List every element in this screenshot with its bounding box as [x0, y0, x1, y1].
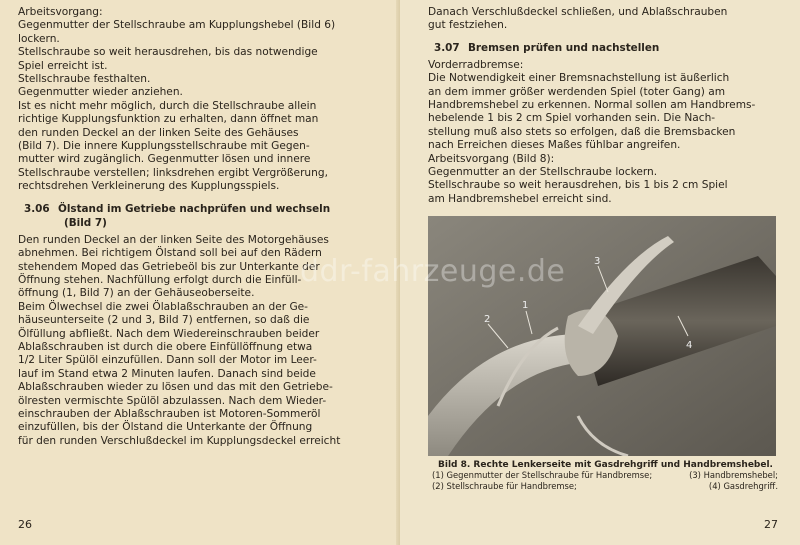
text-line: am Handbremshebel erreicht sind. — [428, 192, 612, 205]
text-line: Ablaßschrauben ist durch die obere Einfüllöffnung etwa — [18, 340, 313, 353]
text-line: Danach Verschlußdeckel schließen, und Ablaßschrauben — [428, 6, 728, 18]
text-line: den runden Deckel an der linken Seite des Gehäuses — [18, 126, 299, 139]
text-line: Beim Ölwechsel die zwei Ölablaßschrauben an der Ge- — [18, 300, 309, 313]
text-line: Arbeitsvorgang (Bild 8): — [428, 152, 555, 165]
text-line: Stellschraube so weit herausdrehen, bis 1 bis 2 cm Spiel — [428, 179, 728, 192]
text-line: Ist es nicht mehr möglich, durch die Stellschraube allein — [18, 99, 317, 112]
text-line: häuseunterseite (2 und 3, Bild 7) entfernen, so daß die — [18, 314, 310, 327]
text-line: gut festziehen. — [428, 19, 508, 32]
text-line: an dem immer größer werdenden Spiel (toter Gang) am — [428, 85, 726, 98]
legend-item-3: (3) Handbremshebel; — [689, 470, 778, 481]
text-line: ölresten vermischte Spülöl abzulassen. Nach dem Wieder- — [18, 394, 327, 407]
legend-item-2: (2) Stellschraube für Handbremse; — [432, 480, 577, 491]
handlebar-illustration — [428, 216, 776, 456]
text-line: nach Erreichen dieses Maßes fühlbar angreifen. — [428, 139, 681, 152]
text-line: Öffnung stehen. Nachfüllung erfolgt durch die Einfüll- — [18, 273, 302, 286]
text-line: Stellschraube so weit herausdrehen, bis das notwendige — [18, 46, 318, 59]
text-line: Ölfüllung abfließt. Nach dem Wiedereinschrauben beider — [18, 327, 320, 340]
text-line: Gegenmutter an der Stellschraube lockern. — [428, 166, 658, 179]
label-1: 1 — [522, 300, 529, 312]
text-line: Spiel erreicht ist. — [18, 59, 108, 72]
section-3-07-heading — [428, 41, 778, 55]
text-line: Gegenmutter wieder anziehen. — [18, 86, 183, 99]
text-line: Vorderradbremse: — [428, 58, 524, 71]
text-line: Gegenmutter der Stellschraube am Kupplungshebel (Bild 6) — [18, 19, 336, 32]
section-number: 3.06 — [24, 202, 50, 215]
text-line: Handbremshebel zu erkennen. Normal sollen am Handbrems- — [428, 99, 756, 112]
text-line: Den runden Deckel an der linken Seite des Motorgehäuses — [18, 233, 329, 246]
right-text-body — [428, 59, 778, 206]
label-3: 3 — [594, 256, 601, 268]
right-text-top — [428, 6, 778, 33]
text-line: einzufüllen, bis der Ölstand die Unterkante der Öffnung — [18, 421, 313, 434]
text-line: Arbeitsvorgang: — [18, 6, 103, 18]
section-number: 3.07 — [434, 41, 460, 54]
text-line: abnehmen. Bei richtigem Ölstand soll bei auf den Rädern — [18, 247, 322, 260]
text-line: für den runden Verschlußdeckel im Kupplungsdeckel erreicht — [18, 434, 341, 447]
text-line: stellung muß also stets so erfolgen, daß die Bremsbacken — [428, 125, 736, 138]
text-line: Ablaßschrauben wieder zu lösen und das mit den Getriebe- — [18, 381, 333, 394]
text-line: öffnung (1, Bild 7) an der Gehäuseoberseite. — [18, 287, 255, 300]
section-title: Bremsen prüfen und nachstellen — [468, 41, 660, 54]
page-number-right: 27 — [764, 518, 778, 531]
text-line: lockern. — [18, 32, 60, 45]
left-text-top — [18, 6, 382, 194]
text-line: rechtsdrehen Verkleinerung des Kupplungsspiels. — [18, 180, 280, 193]
label-4: 4 — [686, 340, 693, 352]
figure-legend — [428, 470, 778, 491]
text-line: mutter wird zugänglich. Gegenmutter lösen und innere — [18, 153, 311, 166]
legend-item-1: (1) Gegenmutter der Stellschraube für Handbremse; — [432, 470, 653, 481]
label-2: 2 — [484, 314, 491, 326]
figure-caption-title: Bild 8. Rechte Lenkerseite mit Gasdrehgriff und Handbremshebel. — [438, 460, 773, 471]
watermark-text: ddr-fahrzeuge.de — [300, 254, 566, 289]
section-title: Ölstand im Getriebe nachprüfen und wechseln — [58, 202, 331, 215]
text-line: Stellschraube festhalten. — [18, 73, 151, 86]
handlebar-photo — [428, 216, 776, 456]
section-title-cont: (Bild 7) — [64, 216, 107, 229]
text-line: (Bild 7). Die innere Kupplungsstellschraube mit Gegen- — [18, 140, 310, 153]
page-number-left: 26 — [18, 518, 32, 531]
text-line: richtige Kupplungsfunktion zu erhalten, dann öffnet man — [18, 113, 319, 126]
text-line: einschrauben der Ablaßschrauben ist Motoren-Sommeröl — [18, 407, 321, 420]
legend-item-4: (4) Gasdrehgriff. — [708, 480, 778, 491]
text-line: 1/2 Liter Spülöl einzufüllen. Dann soll der Motor im Leer- — [18, 354, 317, 367]
section-3-06-heading — [18, 202, 382, 230]
text-line: lauf im Stand etwa 2 Minuten laufen. Danach sind beide — [18, 367, 316, 380]
text-line: Die Notwendigkeit einer Bremsnachstellung ist äußerlich — [428, 72, 730, 85]
text-line: stehendem Moped das Getriebeöl bis zur Unterkante der — [18, 260, 320, 273]
text-line: hebelende 1 bis 2 cm Spiel vorhanden sein. Die Nach- — [428, 112, 716, 125]
text-line: Stellschraube verstellen; linksdrehen ergibt Vergrößerung, — [18, 166, 328, 179]
